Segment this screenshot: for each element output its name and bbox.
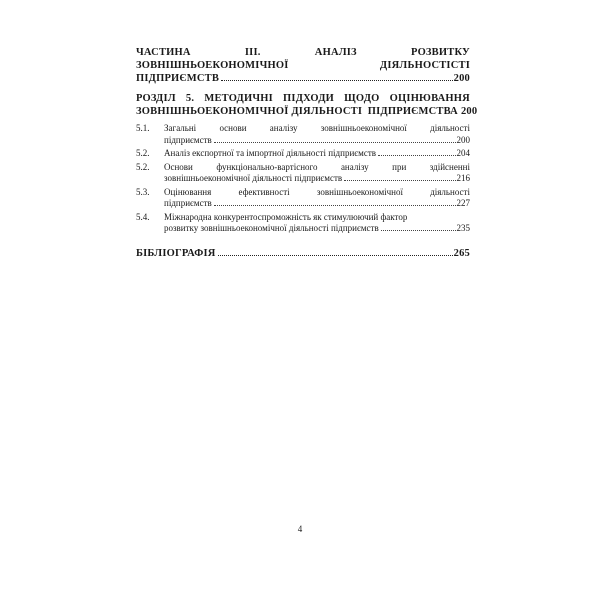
item-word: Міжнародна конкурентоспроможність як стимулюючий фактор (164, 211, 408, 222)
item-body (164, 123, 470, 146)
item-page: 235 (456, 223, 470, 233)
item-last-line (164, 173, 470, 185)
dot-leader (378, 154, 455, 156)
page-number: 4 (297, 524, 303, 534)
bibliography-label: БІБЛІОГРАФІЯ (136, 247, 216, 259)
item-number: 5.4. (136, 211, 150, 222)
item-word: діяльності (430, 186, 470, 197)
toc-item (136, 187, 470, 210)
item-page: 204 (456, 148, 470, 158)
item-last-line (164, 198, 470, 210)
section-page: 200 (460, 106, 478, 117)
toc-part-3 (136, 46, 470, 85)
item-body (164, 148, 470, 160)
item-title-end: Аналіз експортної та імпортної діяльності підприємств (164, 148, 377, 158)
item-title-end: підприємств (164, 198, 212, 208)
bibliography-page: 265 (453, 247, 470, 259)
section-word: 5. (185, 93, 195, 104)
item-line-1 (164, 162, 470, 174)
section-title-end: ЗОВНІШНЬОЕКОНОМІЧНОЇ ДІЯЛЬНОСТІ ПІДПРИЄМСТВА (136, 106, 458, 117)
item-word: здійсненні (429, 161, 470, 172)
item-title-end: підприємств (164, 134, 212, 145)
section-word: МЕТОДИЧНІ (204, 93, 273, 104)
part-line-3 (136, 72, 470, 85)
toc-bibliography (136, 247, 470, 260)
item-body (164, 162, 470, 185)
part-word: АНАЛІЗ (314, 47, 357, 58)
section-word: ОЦІНЮВАННЯ (389, 93, 470, 104)
toc-item (136, 148, 470, 160)
section-word: РОЗДІЛ (136, 93, 176, 104)
item-word: функціонально-вартісного (216, 161, 318, 172)
section-word: ПІДХОДИ (283, 93, 335, 104)
part-word: РОЗВИТКУ (411, 47, 470, 58)
item-body (164, 187, 470, 210)
item-word: зовнішньоекономічної (316, 186, 403, 197)
toc-section-5 (136, 92, 478, 118)
item-last-line (164, 223, 470, 235)
item-last-line (164, 148, 470, 160)
item-page: 200 (456, 134, 470, 145)
dot-leader (214, 204, 456, 206)
item-word: діяльності (430, 123, 470, 133)
item-number: 5.2. (136, 148, 150, 158)
table-of-contents (136, 46, 478, 260)
part-line-1 (136, 46, 470, 59)
item-word: Оцінювання (164, 186, 212, 197)
bibliography-line (136, 247, 470, 260)
dot-leader (218, 254, 453, 256)
item-last-line (164, 135, 470, 147)
section-line-1 (136, 92, 470, 105)
item-line-1 (164, 123, 470, 135)
dot-leader (344, 179, 455, 181)
item-word: при (392, 161, 407, 172)
item-line-1 (164, 187, 470, 199)
section-word: ЩОДО (344, 93, 380, 104)
part-line-2 (136, 59, 470, 72)
item-number: 5.3. (136, 186, 150, 197)
part-word: ДІЯЛЬНОСТІСТІ (379, 60, 470, 71)
section-line-2 (136, 105, 478, 118)
item-word: основи (219, 123, 247, 133)
part-word: ЗОВНІШНЬОЕКОНОМІЧНОЇ (136, 60, 289, 71)
item-word: ефективності (238, 186, 290, 197)
toc-item (136, 123, 470, 146)
item-title-end: розвитку зовнішньоекономічної діяльності підприємств (164, 223, 379, 233)
toc-item (136, 212, 470, 235)
item-page: 216 (456, 173, 470, 183)
item-title-end: зовнішньоекономічної діяльності підприємств (164, 173, 343, 183)
part-word: ЧАСТИНА (136, 47, 191, 58)
item-word: Загальні (164, 123, 197, 133)
item-line-1 (164, 212, 470, 224)
part-word: ІІІ. (244, 47, 261, 58)
item-body (164, 212, 470, 235)
item-number: 5.1. (136, 123, 150, 133)
item-word: аналізу (269, 123, 298, 133)
toc-item (136, 162, 470, 185)
item-page: 227 (456, 198, 470, 208)
part-title-end: ПІДПРИЄМСТВ (136, 73, 220, 84)
dot-leader (221, 79, 453, 81)
part-page: 200 (453, 73, 470, 84)
dot-leader (381, 229, 456, 231)
item-word: Основи (164, 161, 193, 172)
item-word: зовнішньоекономічної (320, 123, 407, 133)
dot-leader (214, 141, 456, 143)
item-word: аналізу (340, 161, 369, 172)
item-number: 5.2. (136, 161, 150, 172)
